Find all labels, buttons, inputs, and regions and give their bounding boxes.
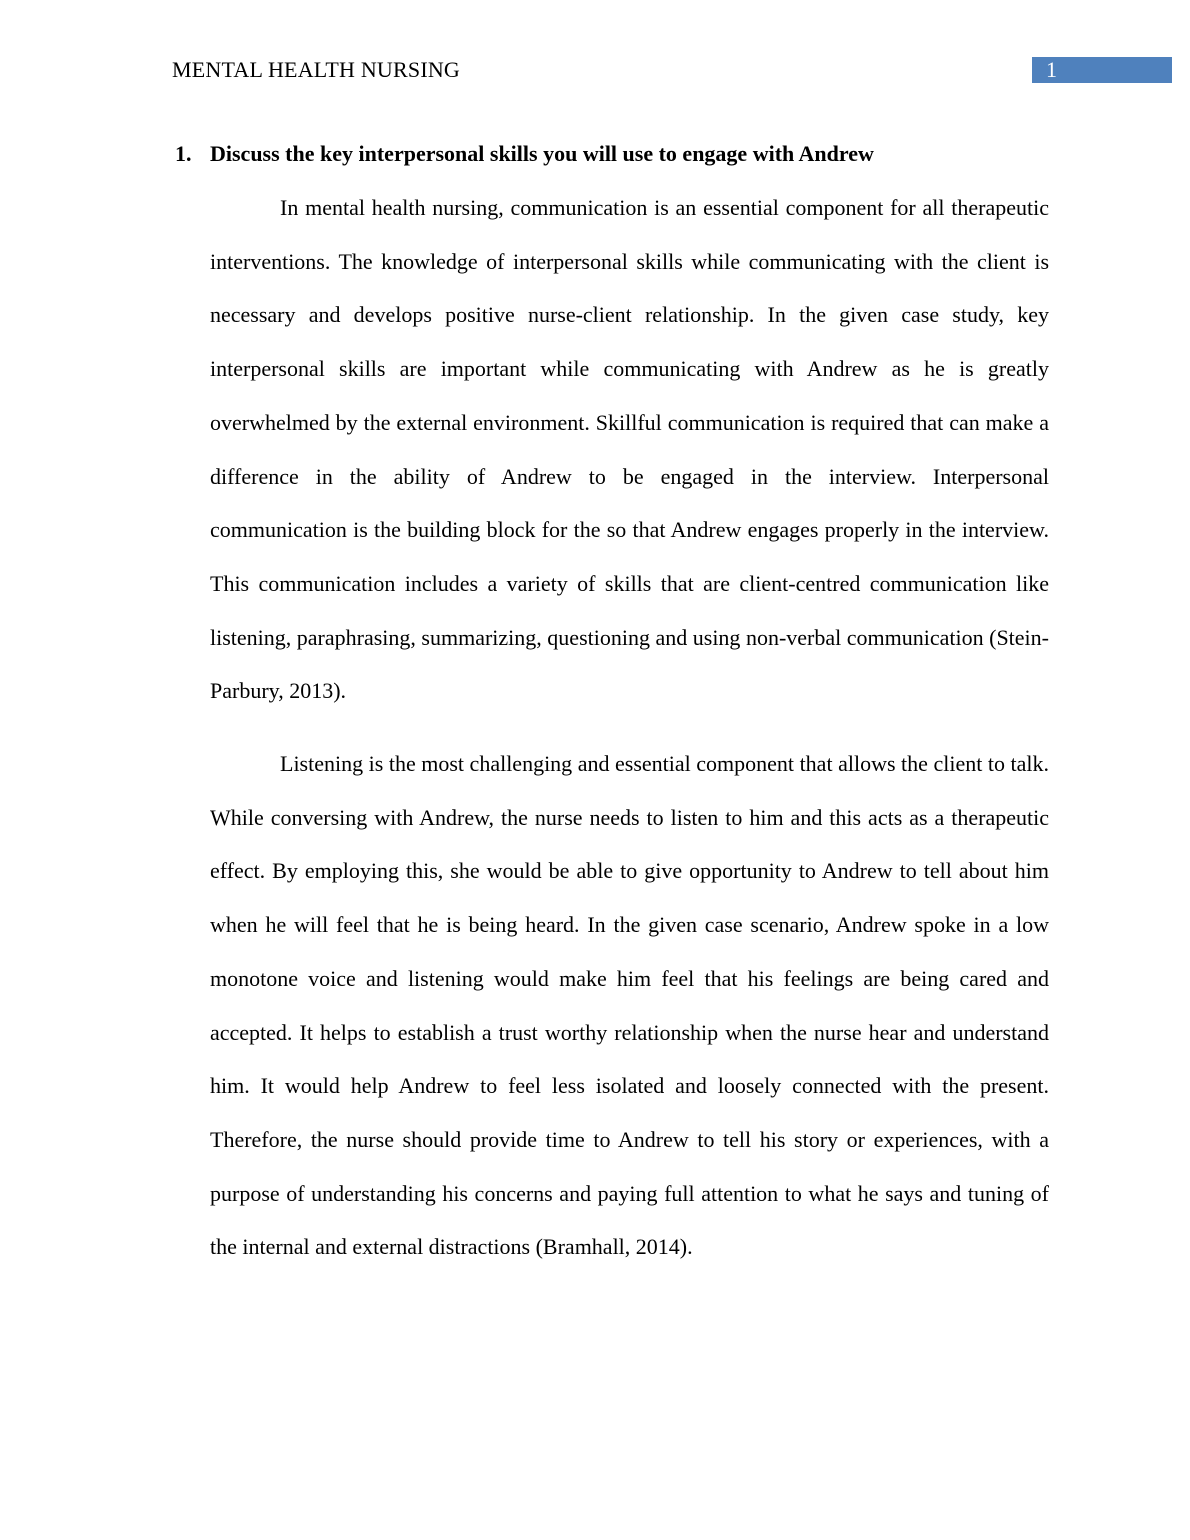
page-number-box bbox=[1032, 57, 1172, 83]
body-paragraph: In mental health nursing, communication is an essential component for all therapeutic interventions. The knowledge of interpersonal skills while communicating with the client is necessary and develops positive nurse-client relationship. In the given case study, key interpersonal skills are important while communicating with Andrew as he is greatly overwhelmed by the external environment. Skillful communication is required that can make a difference in the ability of Andrew to be engaged in the interview. Interpersonal communication is the building block for the so that Andrew engages properly in the interview. This communication includes a variety of skills that are client-centred communication like listening, paraphrasing, summarizing, questioning and using non-verbal communication (Stein-Parbury, 2013). bbox=[210, 195, 1049, 704]
section-title: Discuss the key interpersonal skills you will use to engage with Andrew bbox=[210, 141, 874, 166]
section-number: 1. bbox=[175, 141, 192, 166]
page-number: 1 bbox=[1046, 57, 1057, 82]
section-heading bbox=[175, 140, 874, 168]
body-paragraph: Listening is the most challenging and essential component that allows the client to talk. While conversing with Andrew, the nurse needs to listen to him and this acts as a therapeutic effect. By employing this, she would be able to give opportunity to Andrew to tell about him when he will feel that he is being heard. In the given case scenario, Andrew spoke in a low monotone voice and listening would make him feel that his feelings are being cared and accepted. It helps to establish a trust worthy relationship when the nurse hear and understand him. It would help Andrew to feel less isolated and loosely connected with the present. Therefore, the nurse should provide time to Andrew to tell his story or experiences, with a purpose of understanding his concerns and paying full attention to what he says and tuning of the internal and external distractions (Bramhall, 2014). bbox=[210, 751, 1049, 1260]
running-head: MENTAL HEALTH NURSING bbox=[172, 57, 461, 82]
